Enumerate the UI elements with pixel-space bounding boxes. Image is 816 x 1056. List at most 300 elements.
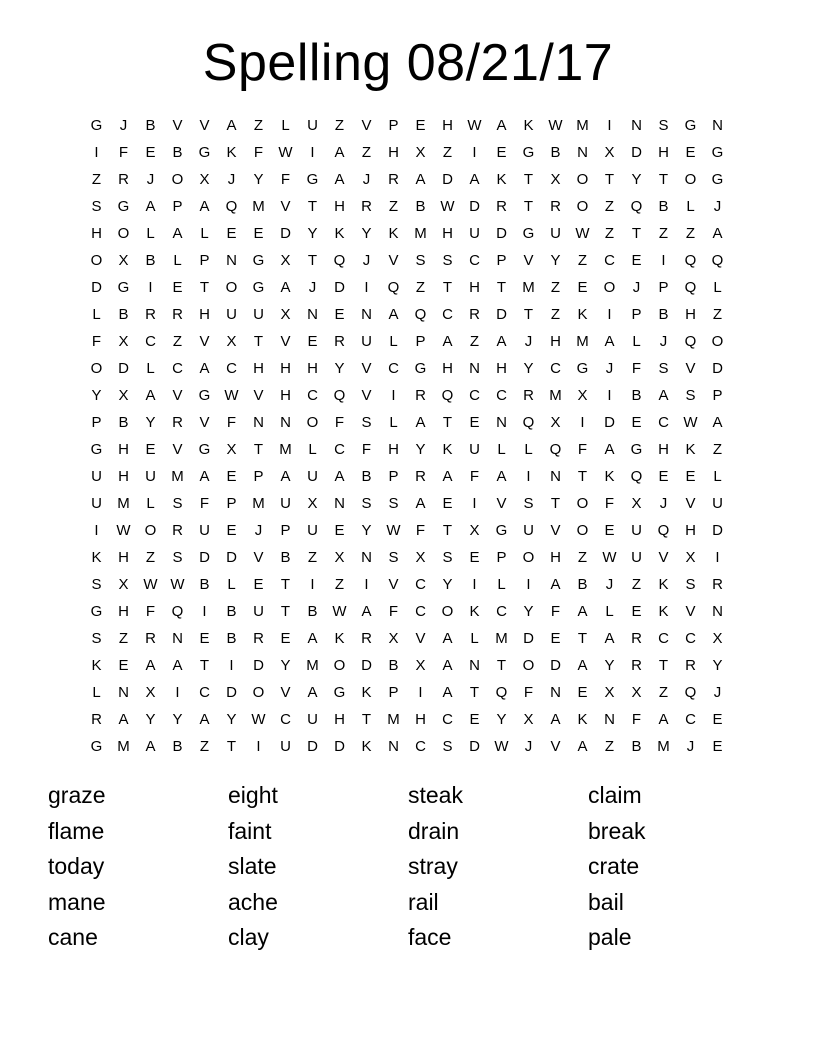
- grid-letter: B: [631, 387, 642, 404]
- grid-letter: M: [252, 198, 265, 215]
- grid-letter: G: [522, 225, 535, 242]
- grid-letter: P: [415, 333, 426, 350]
- grid-letter: V: [388, 576, 399, 593]
- grid-letter: T: [496, 279, 507, 296]
- word-item: face: [408, 924, 452, 950]
- grid-letter: S: [172, 549, 183, 566]
- grid-letter: X: [118, 387, 129, 404]
- grid-letter: T: [442, 414, 453, 431]
- grid-letter: L: [227, 576, 236, 593]
- grid-letter: X: [226, 441, 237, 458]
- grid-letter: R: [361, 630, 372, 647]
- grid-letter: C: [415, 603, 426, 620]
- grid-letter: S: [361, 495, 372, 512]
- grid-letter: L: [389, 414, 398, 431]
- grid-letter: T: [631, 225, 642, 242]
- grid-letter: A: [604, 333, 615, 350]
- grid-letter: B: [658, 198, 669, 215]
- grid-letter: F: [631, 711, 642, 728]
- grid-letter: X: [631, 495, 642, 512]
- grid-letter: M: [549, 387, 562, 404]
- grid-letter: I: [94, 522, 99, 539]
- grid-letter: J: [254, 522, 263, 539]
- grid-letter: Z: [712, 441, 723, 458]
- grid-letter: U: [469, 225, 480, 242]
- grid-letter: X: [199, 171, 210, 188]
- grid-letter: G: [90, 738, 103, 755]
- grid-letter: U: [469, 441, 480, 458]
- grid-letter: N: [253, 414, 264, 431]
- grid-letter: R: [388, 171, 399, 188]
- grid-letter: B: [118, 414, 129, 431]
- grid-letter: B: [172, 738, 183, 755]
- grid-letter: H: [118, 603, 129, 620]
- grid-letter: Y: [361, 522, 372, 539]
- grid-letter: I: [472, 495, 477, 512]
- grid-letter: Q: [657, 522, 670, 539]
- grid-letter: C: [415, 576, 426, 593]
- grid-letter: F: [631, 360, 642, 377]
- grid-letter: J: [605, 360, 614, 377]
- grid-letter: A: [442, 657, 453, 674]
- grid-letter: B: [307, 603, 318, 620]
- grid-letter: H: [91, 225, 102, 242]
- grid-letter: S: [91, 630, 102, 647]
- grid-letter: U: [712, 495, 723, 512]
- grid-letter: T: [496, 657, 507, 674]
- grid-letter: O: [225, 279, 238, 296]
- grid-letter: B: [577, 576, 588, 593]
- grid-letter: R: [469, 306, 480, 323]
- grid-letter: E: [253, 225, 264, 242]
- grid-letter: K: [91, 549, 102, 566]
- grid-letter: G: [495, 522, 508, 539]
- grid-letter: O: [576, 171, 589, 188]
- grid-letter: L: [686, 198, 695, 215]
- grid-letter: K: [334, 630, 345, 647]
- grid-letter: D: [496, 306, 507, 323]
- grid-letter: D: [712, 360, 723, 377]
- grid-letter: R: [118, 171, 129, 188]
- grid-letter: E: [712, 711, 723, 728]
- grid-letter: E: [172, 279, 183, 296]
- grid-letter: A: [658, 711, 669, 728]
- grid-letter: Y: [415, 441, 426, 458]
- grid-letter: C: [334, 441, 345, 458]
- grid-letter: Z: [415, 279, 426, 296]
- grid-letter: X: [118, 333, 129, 350]
- grid-letter: U: [307, 522, 318, 539]
- grid-letter: H: [685, 522, 696, 539]
- grid-letter: B: [631, 738, 642, 755]
- word-item: eight: [228, 782, 278, 808]
- grid-letter: P: [253, 468, 264, 485]
- grid-letter: F: [523, 684, 534, 701]
- grid-letter: N: [172, 630, 183, 647]
- grid-letter: V: [361, 387, 372, 404]
- grid-letter: G: [684, 117, 697, 134]
- grid-letter: T: [442, 279, 453, 296]
- grid-letter: M: [576, 333, 589, 350]
- grid-letter: Z: [577, 252, 588, 269]
- grid-letter: E: [226, 522, 237, 539]
- grid-letter: L: [389, 333, 398, 350]
- grid-letter: A: [307, 684, 318, 701]
- grid-letter: O: [522, 657, 535, 674]
- grid-letter: J: [659, 333, 668, 350]
- grid-letter: L: [281, 117, 290, 134]
- grid-letter: C: [388, 360, 399, 377]
- grid-letter: T: [226, 738, 237, 755]
- grid-letter: S: [685, 576, 696, 593]
- grid-letter: C: [442, 306, 453, 323]
- grid-letter: H: [496, 360, 507, 377]
- grid-letter: L: [146, 360, 155, 377]
- grid-letter: J: [713, 684, 722, 701]
- grid-letter: X: [469, 522, 480, 539]
- grid-letter: L: [308, 441, 317, 458]
- grid-letter: T: [280, 603, 291, 620]
- grid-letter: P: [199, 252, 210, 269]
- grid-letter: Y: [523, 603, 534, 620]
- grid-letter: K: [523, 117, 534, 134]
- grid-letter: O: [306, 414, 319, 431]
- grid-letter: S: [685, 387, 696, 404]
- grid-letter: L: [497, 576, 506, 593]
- grid-letter: U: [307, 468, 318, 485]
- grid-letter: V: [523, 252, 534, 269]
- grid-letter: Q: [414, 306, 427, 323]
- grid-letter: E: [604, 522, 615, 539]
- grid-letter: J: [308, 279, 317, 296]
- grid-letter: J: [146, 171, 155, 188]
- grid-letter: E: [415, 117, 426, 134]
- grid-letter: E: [469, 711, 480, 728]
- grid-letter: D: [361, 657, 372, 674]
- grid-letter: A: [334, 144, 345, 161]
- grid-letter: I: [472, 144, 477, 161]
- grid-letter: F: [604, 495, 615, 512]
- grid-letter: M: [387, 711, 400, 728]
- grid-letter: X: [685, 549, 696, 566]
- grid-letter: X: [118, 576, 129, 593]
- grid-letter: R: [523, 387, 534, 404]
- grid-letter: C: [172, 360, 183, 377]
- grid-letter: Q: [171, 603, 184, 620]
- grid-letter: V: [199, 414, 210, 431]
- grid-letter: H: [280, 387, 291, 404]
- grid-letter: D: [523, 630, 534, 647]
- grid-letter: A: [199, 360, 210, 377]
- grid-letter: T: [307, 252, 318, 269]
- grid-letter: P: [712, 387, 723, 404]
- grid-letter: H: [469, 279, 480, 296]
- grid-letter: U: [307, 711, 318, 728]
- grid-letter: O: [576, 198, 589, 215]
- grid-letter: E: [280, 630, 291, 647]
- grid-letter: T: [658, 657, 669, 674]
- grid-letter: F: [550, 603, 561, 620]
- grid-letter: E: [145, 441, 156, 458]
- grid-letter: N: [334, 495, 345, 512]
- grid-letter: L: [173, 252, 182, 269]
- grid-letter: D: [91, 279, 102, 296]
- grid-letter: Q: [522, 414, 535, 431]
- grid-letter: A: [442, 684, 453, 701]
- grid-letter: Y: [631, 171, 642, 188]
- grid-letter: P: [388, 117, 399, 134]
- grid-letter: H: [334, 711, 345, 728]
- word-item: crate: [588, 853, 640, 879]
- grid-letter: E: [469, 549, 480, 566]
- grid-letter: M: [657, 738, 670, 755]
- grid-letter: L: [146, 225, 155, 242]
- grid-letter: Z: [334, 576, 345, 593]
- grid-letter: I: [148, 279, 153, 296]
- grid-letter: C: [658, 630, 669, 647]
- grid-letter: K: [91, 657, 102, 674]
- grid-letter: Q: [630, 198, 643, 215]
- grid-letter: T: [307, 198, 318, 215]
- grid-letter: H: [199, 306, 210, 323]
- grid-letter: T: [361, 711, 372, 728]
- grid-letter: D: [118, 360, 129, 377]
- grid-letter: T: [523, 171, 534, 188]
- grid-letter: G: [90, 117, 103, 134]
- grid-letter: K: [577, 306, 588, 323]
- grid-letter: E: [469, 414, 480, 431]
- grid-letter: W: [332, 603, 347, 620]
- grid-letter: Y: [712, 657, 723, 674]
- grid-letter: N: [550, 684, 561, 701]
- grid-letter: A: [334, 171, 345, 188]
- grid-letter: R: [172, 522, 183, 539]
- grid-letter: K: [226, 144, 237, 161]
- grid-letter: Z: [550, 279, 561, 296]
- grid-letter: Y: [604, 657, 615, 674]
- grid-letter: S: [658, 360, 669, 377]
- grid-letter: U: [307, 117, 318, 134]
- grid-letter: P: [172, 198, 183, 215]
- grid-letter: Z: [658, 684, 669, 701]
- grid-letter: L: [146, 495, 155, 512]
- grid-letter: D: [334, 279, 345, 296]
- grid-letter: X: [118, 252, 129, 269]
- grid-letter: B: [658, 306, 669, 323]
- grid-letter: R: [685, 657, 696, 674]
- grid-letter: K: [604, 468, 615, 485]
- word-item: graze: [48, 782, 106, 808]
- grid-letter: T: [199, 657, 210, 674]
- grid-letter: N: [280, 414, 291, 431]
- grid-letter: F: [469, 468, 480, 485]
- grid-letter: N: [388, 738, 399, 755]
- grid-letter: S: [442, 549, 453, 566]
- grid-letter: I: [94, 144, 99, 161]
- grid-letter: C: [496, 603, 507, 620]
- grid-letter: D: [442, 171, 453, 188]
- grid-letter: A: [550, 576, 561, 593]
- grid-letter: A: [145, 657, 156, 674]
- grid-letter: H: [118, 441, 129, 458]
- grid-letter: U: [361, 333, 372, 350]
- grid-letter: A: [442, 333, 453, 350]
- grid-letter: I: [364, 279, 369, 296]
- grid-letter: P: [91, 414, 102, 431]
- grid-letter: Y: [334, 360, 345, 377]
- grid-letter: W: [575, 225, 590, 242]
- grid-letter: C: [658, 414, 669, 431]
- grid-letter: D: [280, 225, 291, 242]
- grid-letter: E: [658, 468, 669, 485]
- grid-letter: E: [334, 306, 345, 323]
- grid-letter: G: [522, 144, 535, 161]
- grid-letter: C: [496, 387, 507, 404]
- grid-letter: N: [712, 603, 723, 620]
- grid-letter: D: [253, 657, 264, 674]
- grid-letter: K: [361, 684, 372, 701]
- grid-letter: Z: [118, 630, 129, 647]
- grid-letter: A: [361, 603, 372, 620]
- grid-letter: T: [199, 279, 210, 296]
- grid-letter: C: [226, 360, 237, 377]
- grid-letter: L: [713, 279, 722, 296]
- grid-letter: Z: [604, 738, 615, 755]
- grid-letter: B: [361, 468, 372, 485]
- grid-letter: S: [91, 198, 102, 215]
- grid-letter: M: [117, 495, 130, 512]
- grid-letter: H: [118, 468, 129, 485]
- grid-letter: J: [686, 738, 695, 755]
- grid-letter: C: [442, 711, 453, 728]
- grid-letter: X: [550, 171, 561, 188]
- grid-letter: N: [361, 306, 372, 323]
- grid-letter: D: [712, 522, 723, 539]
- grid-letter: E: [631, 414, 642, 431]
- grid-letter: S: [415, 252, 426, 269]
- grid-letter: Z: [550, 306, 561, 323]
- word-item: ache: [228, 888, 278, 915]
- grid-letter: V: [280, 198, 291, 215]
- grid-letter: T: [253, 333, 264, 350]
- grid-letter: W: [116, 522, 131, 539]
- grid-letter: P: [280, 522, 291, 539]
- grid-letter: Z: [685, 225, 696, 242]
- grid-letter: G: [414, 360, 427, 377]
- grid-letter: N: [577, 144, 588, 161]
- grid-letter: I: [202, 603, 207, 620]
- grid-letter: O: [576, 522, 589, 539]
- grid-letter: V: [496, 495, 507, 512]
- grid-letter: Z: [604, 225, 615, 242]
- grid-letter: I: [607, 306, 612, 323]
- grid-letter: L: [605, 603, 614, 620]
- grid-letter: Y: [496, 711, 507, 728]
- grid-letter: V: [685, 603, 696, 620]
- grid-letter: I: [418, 684, 423, 701]
- grid-letter: Y: [91, 387, 102, 404]
- grid-letter: L: [632, 333, 641, 350]
- grid-letter: L: [470, 630, 479, 647]
- grid-letter: Z: [361, 144, 372, 161]
- grid-letter: V: [172, 441, 183, 458]
- grid-letter: A: [712, 225, 723, 242]
- grid-letter: I: [526, 468, 531, 485]
- grid-letter: G: [333, 684, 346, 701]
- grid-letter: I: [472, 576, 477, 593]
- grid-letter: D: [199, 549, 210, 566]
- grid-letter: X: [415, 549, 426, 566]
- grid-letter: X: [523, 711, 534, 728]
- grid-letter: E: [685, 144, 696, 161]
- grid-letter: S: [172, 495, 183, 512]
- grid-letter: T: [280, 576, 291, 593]
- grid-letter: G: [711, 171, 724, 188]
- grid-letter: J: [362, 252, 371, 269]
- grid-letter: W: [602, 549, 617, 566]
- grid-letter: H: [307, 360, 318, 377]
- grid-letter: Q: [549, 441, 562, 458]
- grid-letter: N: [550, 468, 561, 485]
- grid-letter: Z: [604, 198, 615, 215]
- grid-letter: Q: [684, 279, 697, 296]
- grid-letter: U: [91, 468, 102, 485]
- grid-letter: H: [388, 441, 399, 458]
- grid-letter: X: [280, 306, 291, 323]
- grid-letter: B: [172, 144, 183, 161]
- grid-letter: V: [253, 549, 264, 566]
- grid-letter: E: [550, 630, 561, 647]
- grid-letter: B: [145, 252, 156, 269]
- grid-letter: A: [577, 738, 588, 755]
- grid-letter: I: [526, 576, 531, 593]
- grid-letter: E: [631, 252, 642, 269]
- grid-letter: A: [226, 117, 237, 134]
- grid-letter: E: [334, 522, 345, 539]
- grid-letter: O: [90, 252, 103, 269]
- grid-letter: X: [415, 657, 426, 674]
- grid-letter: I: [229, 657, 234, 674]
- grid-letter: A: [415, 414, 426, 431]
- grid-letter: A: [145, 387, 156, 404]
- grid-letter: M: [414, 225, 427, 242]
- grid-letter: E: [685, 468, 696, 485]
- grid-letter: U: [280, 495, 291, 512]
- grid-letter: D: [550, 657, 561, 674]
- grid-letter: H: [442, 117, 453, 134]
- grid-letter: E: [226, 468, 237, 485]
- grid-letter: I: [310, 576, 315, 593]
- grid-letter: A: [658, 387, 669, 404]
- grid-letter: U: [91, 495, 102, 512]
- grid-letter: G: [306, 171, 319, 188]
- grid-letter: K: [469, 603, 480, 620]
- grid-letter: A: [118, 711, 129, 728]
- grid-letter: H: [334, 198, 345, 215]
- grid-letter: Z: [658, 225, 669, 242]
- grid-letter: H: [550, 333, 561, 350]
- word-item: faint: [228, 817, 272, 844]
- grid-letter: J: [524, 333, 533, 350]
- grid-letter: V: [280, 333, 291, 350]
- grid-letter: E: [442, 495, 453, 512]
- grid-letter: W: [143, 576, 158, 593]
- grid-letter: C: [469, 252, 480, 269]
- grid-letter: E: [199, 630, 210, 647]
- grid-letter: A: [604, 630, 615, 647]
- grid-letter: V: [199, 117, 210, 134]
- grid-letter: B: [415, 198, 426, 215]
